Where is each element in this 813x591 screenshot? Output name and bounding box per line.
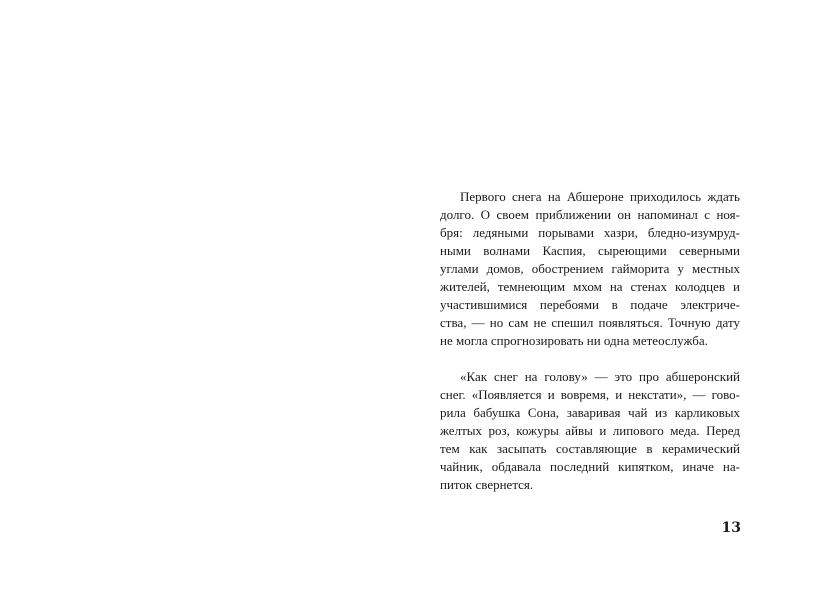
text-line: чайник, обдавала последний кипятком, иначе на-	[440, 459, 740, 474]
text-line: ства, — но сам не спешил появляться. Точную дату	[440, 315, 740, 330]
text-line: Первого снега на Абшероне приходилось ждать	[460, 189, 740, 204]
text-line: желтых роз, кожуры айвы и липового меда. Перед	[440, 423, 740, 438]
text-line: долго. О своем приближении он напоминал с ноя-	[440, 207, 740, 222]
text-line: углами домов, обострением гайморита у местных	[440, 261, 740, 276]
text-line: бря: ледяными порывами хазри, бледно-изумруд-	[440, 225, 740, 240]
body-text	[440, 188, 740, 494]
paragraph-1	[440, 188, 740, 350]
text-line: ными волнами Каспия, сыреющими северными	[440, 243, 740, 258]
text-line: питок свернется.	[440, 477, 534, 492]
text-line: жителей, темнеющим мхом на стенах колодцев и	[440, 279, 740, 294]
paragraph-2	[440, 368, 740, 494]
text-line: «Как снег на голову» — это про абшеронский	[460, 369, 740, 384]
paragraph-spacer	[440, 350, 740, 368]
text-line: тем как засыпать составляющие в керамический	[440, 441, 740, 456]
text-line: участившимися перебоями в подаче электриче-	[440, 297, 740, 312]
text-line: снег. «Появляется и вовремя, и некстати», — гово-	[440, 387, 740, 402]
text-line: не могла спрогнозировать ни одна метеослужба.	[440, 333, 708, 348]
text-line: рила бабушка Сона, заваривая чай из карликовых	[440, 405, 740, 420]
page-number: 13	[721, 520, 741, 536]
